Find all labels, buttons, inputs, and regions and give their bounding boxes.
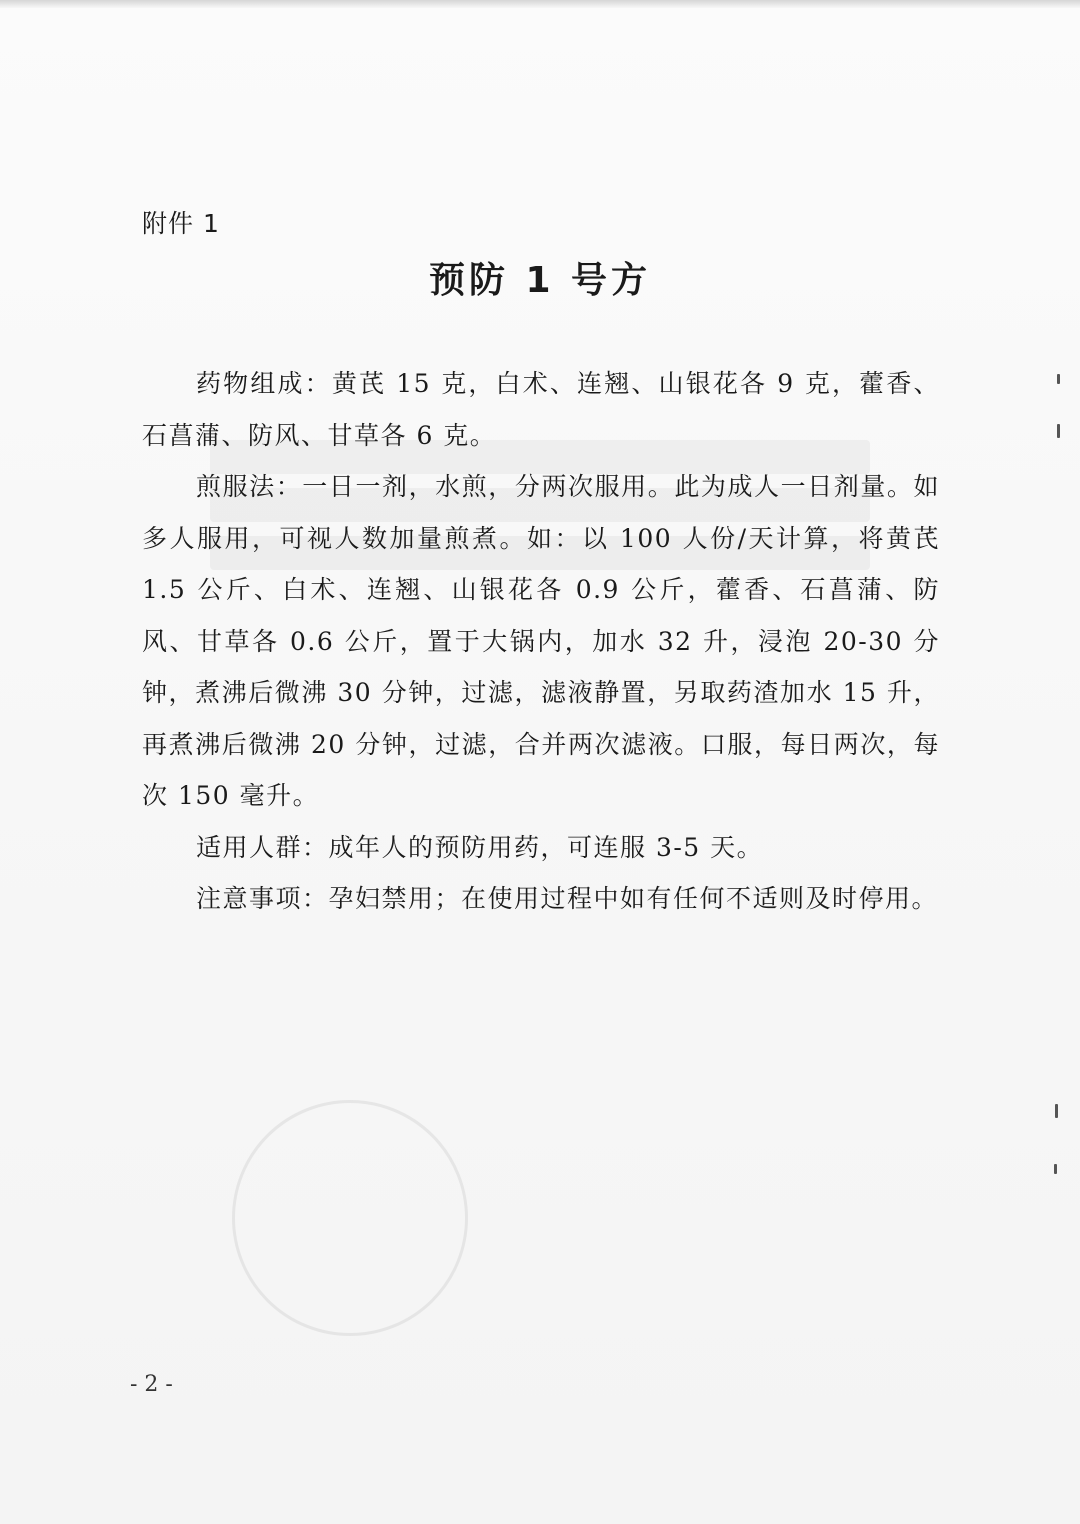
paragraph-precautions: 注意事项：孕妇禁用；在使用过程中如有任何不适则及时停用。	[196, 884, 939, 913]
page-title: 预防 1 号方	[428, 260, 652, 301]
scan-edge-mark	[1054, 1164, 1057, 1174]
paragraph-decoction: 煎服法：一日一剂，水煎，分两次服用。此为成人一日剂量。如多人服用，可视人数加量煎煮。如：以 100 人份/天计算，将黄芪 1.5 公斤、白术、连翘、山银花各 0.9 公斤，藿香、石菖蒲、防风、甘草各 0.6 公斤，置于大锅内，加水 32 升，浸泡 20-30 分钟，煮沸后微沸 30 分钟，过滤，滤液静置，另取药渣加水 15 升，再煮沸后微沸 20 分钟，过滤，合并两次滤液。口服，每日两次，每次 150 毫升。	[142, 472, 940, 810]
attachment-label: 附件 1	[142, 209, 220, 238]
document-body	[142, 358, 940, 925]
paragraph-composition: 药物组成：黄芪 15 克，白术、连翘、山银花各 9 克，藿香、石菖蒲、防风、甘草各 6 克。	[142, 369, 940, 450]
bleed-through-seal	[232, 1100, 468, 1336]
page-number: - 2 -	[130, 1372, 173, 1397]
scan-edge-mark	[1057, 424, 1060, 438]
paragraph-target-group: 适用人群：成年人的预防用药，可连服 3-5 天。	[196, 832, 764, 862]
scan-edge	[0, 0, 1080, 8]
scan-edge-mark	[1057, 374, 1060, 384]
scan-edge-mark	[1055, 1104, 1058, 1118]
